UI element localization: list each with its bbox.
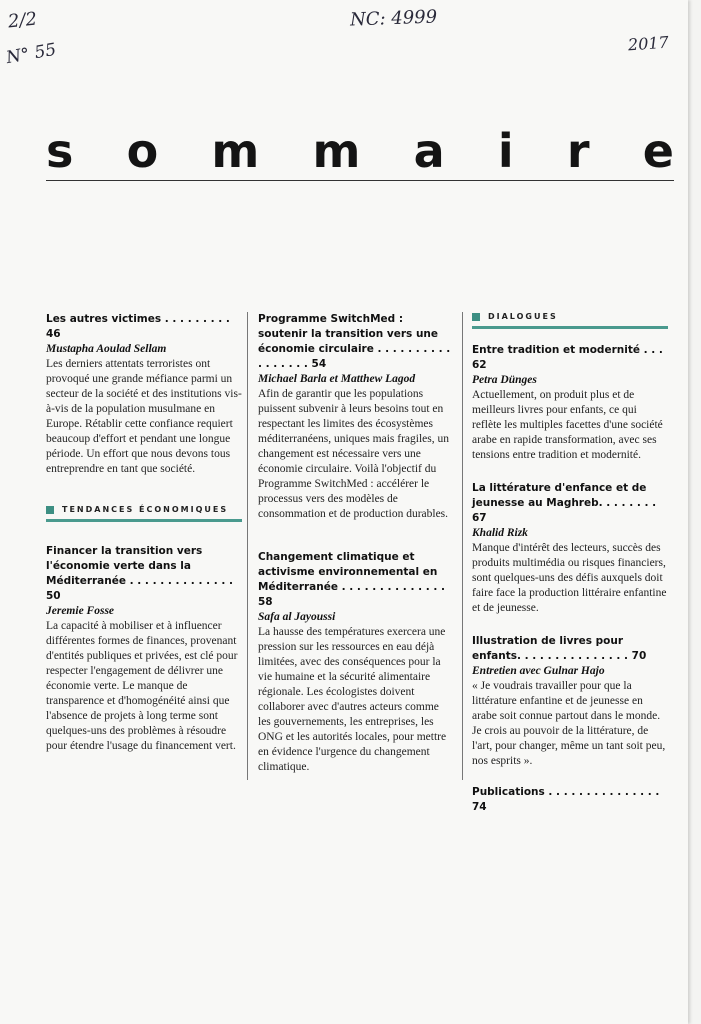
section-label: TENDANCES ÉCONOMIQUES xyxy=(62,505,229,514)
entry-title: Financer la transition vers l'économie verte dans la Méditerranée . . . . . . . . . . . . . . 50 xyxy=(46,545,234,602)
title-letter: m xyxy=(211,124,260,178)
title-letter: o xyxy=(126,124,159,178)
title-letter: r xyxy=(566,124,590,178)
column-divider xyxy=(247,312,248,780)
title-letter: i xyxy=(497,124,514,178)
entry-summary: « Je voudrais travailler pour que la littérature enfantine et de jeunesse en arabe soit connue partout dans le monde. Je crois au pouvoir de la littérature, de l'art, pour changer, même un tant soit peu, nos esprits ». xyxy=(472,680,666,767)
handwritten-note-issue: N° 55 xyxy=(4,39,58,69)
entry-summary: Les derniers attentats terroristes ont provoqué une grande méfiance parmi un secteur de la société et des institutions vis-à-vis de la population musulmane en Europe. Rétablir cette confiance requiert beaucoup d'effort et pendant une longue période. Un effort que nous devons tous entreprendre en tant que société. xyxy=(46,358,242,475)
section-label: DIALOGUES xyxy=(488,312,558,321)
entry-author: Michael Barla et Matthew Lagod xyxy=(258,373,416,385)
entry-title: Programme SwitchMed : soutenir la transition vers une économie circulaire . . . . . . . . . . . . . . . . . 54 xyxy=(258,313,451,370)
entry-author: Mustapha Aoulad Sellam xyxy=(46,343,167,355)
entry-author: Petra Dünges xyxy=(472,374,537,386)
entry-author: Khalid Rizk xyxy=(472,527,528,539)
title-letter: m xyxy=(312,124,361,178)
entry-summary: Manque d'intérêt des lecteurs, succès des produits multimédia ou risques financiers, sont quelques-uns des défis auxquels doit faire face la production littéraire enfantine et de jeunesse. xyxy=(472,542,667,614)
entry-summary: Actuellement, on produit plus et de meilleurs livres pour enfants, ce qui reflète les multiples facettes d'une société arabe en rapide transformation, avec ses tensions entre tradition et modernité. xyxy=(472,389,663,461)
toc-column-1 xyxy=(46,312,242,766)
toc-entry[interactable] xyxy=(472,481,668,616)
entry-title: Illustration de livres pour enfants. . . . . . . . . . . . . . . 70 xyxy=(472,635,647,662)
section-header xyxy=(46,505,242,522)
entry-title: Changement climatique et activisme environnemental en Méditerranée . . . . . . . . . . . . . . 58 xyxy=(258,551,446,608)
toc-entry[interactable] xyxy=(46,312,242,477)
entry-summary: La capacité à mobiliser et à influencer différentes formes de finances, provenant d'entités publiques et privées, est clé pour respecter l'engagement de délivrer une économie verte. Le manque de transparence et d'homogénéité ainsi que l'absence de projets à long terme sont quelques-uns des problèmes à résoudre pour étendre l'usage du financement vert. xyxy=(46,620,238,752)
toc-entry[interactable] xyxy=(46,544,242,754)
entry-author: Entretien avec Gulnar Hajo xyxy=(472,665,605,677)
title-divider xyxy=(46,180,674,181)
title-letter: s xyxy=(46,124,74,178)
entry-author: Safa al Jayoussi xyxy=(258,611,336,623)
title-letter: a xyxy=(413,124,445,178)
toc-entry[interactable] xyxy=(472,343,668,463)
title-letter: e xyxy=(642,124,674,178)
section-header xyxy=(472,312,668,329)
column-divider xyxy=(462,312,463,780)
handwritten-note-fraction: 2/2 xyxy=(6,8,38,33)
toc-column-2 xyxy=(258,312,454,787)
section-square-icon xyxy=(46,506,54,514)
entry-title: La littérature d'enfance et de jeunesse au Maghreb. . . . . . . . 67 xyxy=(472,482,657,524)
toc-entry[interactable] xyxy=(258,312,454,522)
entry-summary: Afin de garantir que les populations puissent subvenir à leurs besoins tout en respectant les limites des écosystèmes méditerranéens, uniques mais fragiles, un changement est nécessaire vers une économie circulaire. Voilà l'objectif du Programme SwitchMed : accélérer le processus vers des modèles de consommation et de production durables. xyxy=(258,388,449,520)
handwritten-note-year: 2017 xyxy=(627,32,670,55)
entry-title: Les autres victimes . . . . . . . . . 46 xyxy=(46,313,230,340)
entry-title: Entre tradition et modernité . . . 62 xyxy=(472,344,663,371)
toc-entry[interactable] xyxy=(258,550,454,775)
entry-summary: La hausse des températures exercera une pression sur les ressources en eau déjà limitées, avec des conséquences pour la vie humaine et la sécurité alimentaire régionale. Les écologistes doivent collaborer avec d'autres acteurs comme les gouvernements, les entreprises, les ONG et les autorités locales, pour mettre en évidence l'urgence du changement climatique. xyxy=(258,626,447,773)
toc-column-3 xyxy=(472,312,668,815)
section-square-icon xyxy=(472,313,480,321)
entry-author: Jeremie Fosse xyxy=(46,605,115,617)
toc-entry-publications[interactable]: Publications . . . . . . . . . . . . . . . 74 xyxy=(472,786,660,813)
handwritten-note-reference: NC: 4999 xyxy=(349,6,438,31)
toc-entry[interactable] xyxy=(472,634,668,769)
page-title xyxy=(46,118,674,178)
